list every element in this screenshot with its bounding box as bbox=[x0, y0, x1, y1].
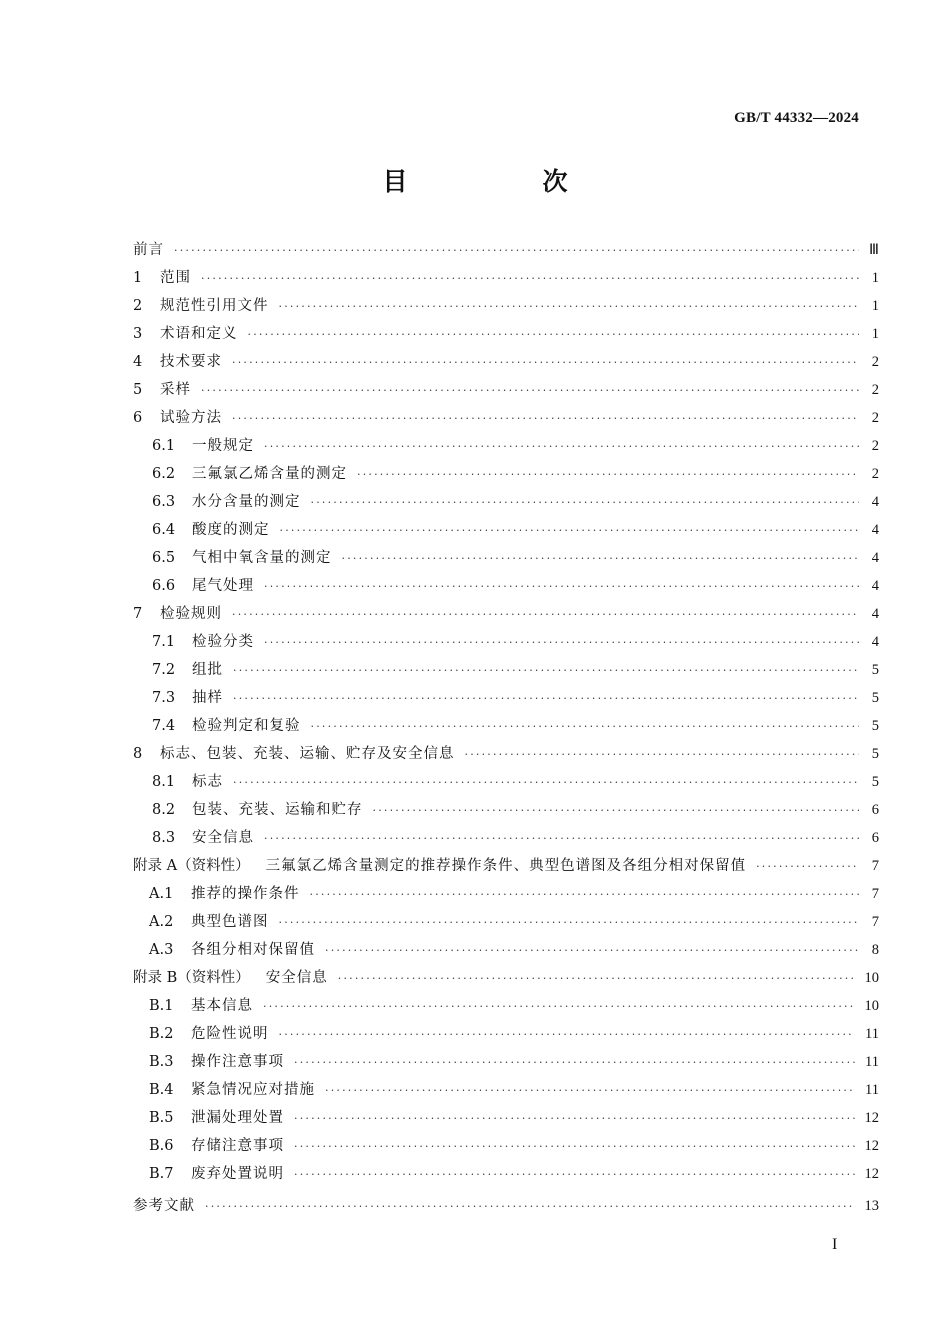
toc-entry-page: 5 bbox=[871, 690, 879, 706]
toc-entry-number: 2 bbox=[133, 298, 143, 314]
toc-entry-number: 附录 A（资料性） bbox=[133, 858, 250, 874]
dot-leader bbox=[248, 328, 860, 341]
dot-leader bbox=[357, 468, 859, 481]
toc-entry-number: A.2 bbox=[149, 914, 174, 930]
toc-entry[interactable] bbox=[133, 658, 879, 686]
toc-entry-label: 典型色谱图 bbox=[191, 914, 269, 930]
toc-entry-page: 5 bbox=[871, 662, 879, 678]
toc-entry[interactable] bbox=[133, 602, 879, 630]
toc-entry-page: 1 bbox=[871, 326, 879, 342]
dot-leader bbox=[201, 272, 859, 285]
toc-entry[interactable] bbox=[133, 1022, 879, 1050]
dot-leader bbox=[264, 636, 859, 649]
dot-leader bbox=[294, 1112, 855, 1125]
toc-entry-number: 7.3 bbox=[152, 690, 176, 706]
dot-leader bbox=[294, 1168, 855, 1181]
toc-entry-number: 8.1 bbox=[152, 774, 176, 790]
toc-entry-label: 检验分类 bbox=[192, 634, 254, 650]
toc-entry-label: 基本信息 bbox=[191, 998, 253, 1014]
dot-leader bbox=[205, 1200, 855, 1213]
dot-leader bbox=[311, 496, 860, 509]
toc-entry-number: 6.3 bbox=[152, 494, 176, 510]
toc-entry-label: 水分含量的测定 bbox=[192, 494, 301, 510]
toc-entry-page: 7 bbox=[871, 858, 879, 874]
dot-leader bbox=[325, 1084, 855, 1097]
toc-entry-page: 13 bbox=[864, 1198, 879, 1214]
toc-entry-label: 三氟氯乙烯含量的测定 bbox=[192, 466, 347, 482]
dot-leader bbox=[201, 384, 859, 397]
toc-entry[interactable] bbox=[133, 266, 879, 294]
dot-leader bbox=[756, 860, 859, 873]
toc-entry[interactable] bbox=[133, 574, 879, 602]
toc-entry-page: 11 bbox=[865, 1054, 879, 1070]
toc-entry-page: 10 bbox=[864, 998, 879, 1014]
toc-entry[interactable] bbox=[133, 966, 879, 994]
toc-entry[interactable] bbox=[133, 910, 879, 938]
toc-entry[interactable] bbox=[133, 1194, 879, 1222]
dot-leader bbox=[310, 888, 860, 901]
toc-entry-page: 10 bbox=[864, 970, 879, 986]
toc-entry-label: 技术要求 bbox=[160, 354, 222, 370]
dot-leader bbox=[264, 832, 859, 845]
toc-entry[interactable] bbox=[133, 434, 879, 462]
toc-entry-label: 三氟氯乙烯含量测定的推荐操作条件、典型色谱图及各组分相对保留值 bbox=[265, 858, 747, 874]
toc-entry-page: 6 bbox=[871, 802, 879, 818]
toc-entry-label: 采样 bbox=[160, 382, 191, 398]
toc-entry-label: 检验规则 bbox=[160, 606, 222, 622]
toc-entry-label: 安全信息 bbox=[192, 830, 254, 846]
toc-entry-number: 1 bbox=[133, 270, 143, 286]
toc-entry-page: 6 bbox=[871, 830, 879, 846]
toc-entry-number: 7.4 bbox=[152, 718, 176, 734]
toc-entry-label: 术语和定义 bbox=[160, 326, 238, 342]
toc-entry-label: 安全信息 bbox=[265, 970, 328, 986]
toc-entry-number: 6 bbox=[133, 410, 143, 426]
dot-leader bbox=[264, 580, 859, 593]
toc-entry-label: 包装、充装、运输和贮存 bbox=[192, 802, 363, 818]
toc-entry-page: 4 bbox=[871, 634, 879, 650]
toc-entry-page: 11 bbox=[865, 1026, 879, 1042]
toc-entry[interactable] bbox=[133, 546, 879, 574]
toc-entry-number: B.1 bbox=[149, 998, 174, 1014]
toc-entry-page: 12 bbox=[864, 1166, 879, 1182]
toc-entry-number: 附录 B（资料性） bbox=[133, 970, 250, 986]
dot-leader bbox=[294, 1056, 855, 1069]
toc-entry-page: 5 bbox=[871, 746, 879, 762]
toc-entry[interactable] bbox=[133, 826, 879, 854]
toc-entry[interactable] bbox=[133, 882, 879, 910]
page-title: 目 次 bbox=[382, 167, 623, 196]
toc-entry-number: 6.6 bbox=[152, 578, 176, 594]
toc-entry-page: 11 bbox=[865, 1082, 879, 1098]
toc-entry-label: 规范性引用文件 bbox=[160, 298, 269, 314]
toc-entry-label: 参考文献 bbox=[133, 1198, 195, 1214]
toc-entry[interactable] bbox=[133, 1078, 879, 1106]
toc-entry-page: 4 bbox=[871, 578, 879, 594]
toc-entry-number: B.4 bbox=[149, 1082, 174, 1098]
toc-entry-number: 7 bbox=[133, 606, 143, 622]
toc-entry-label: 推荐的操作条件 bbox=[191, 886, 300, 902]
dot-leader bbox=[373, 804, 860, 817]
toc-entry-label: 检验判定和复验 bbox=[192, 718, 301, 734]
toc-entry[interactable] bbox=[133, 462, 879, 490]
toc-entry-number: 8 bbox=[133, 746, 143, 762]
toc-entry-page: 4 bbox=[871, 522, 879, 538]
dot-leader bbox=[232, 356, 859, 369]
toc-entry-number: B.2 bbox=[149, 1026, 174, 1042]
toc-entry-page: 7 bbox=[871, 914, 879, 930]
toc-entry-number: A.3 bbox=[149, 942, 174, 958]
toc-entry-page: 4 bbox=[871, 606, 879, 622]
toc-entry-label: 操作注意事项 bbox=[191, 1054, 284, 1070]
dot-leader bbox=[279, 300, 860, 313]
dot-leader bbox=[233, 664, 859, 677]
dot-leader bbox=[232, 608, 859, 621]
toc-entry-number: 6.1 bbox=[152, 438, 176, 454]
dot-leader bbox=[311, 720, 860, 733]
toc-entry-page: 4 bbox=[871, 494, 879, 510]
toc-entry-page: 4 bbox=[871, 550, 879, 566]
dot-leader bbox=[233, 776, 859, 789]
toc-entry-page: 5 bbox=[871, 774, 879, 790]
toc-entry[interactable] bbox=[133, 1162, 879, 1190]
toc-entry[interactable] bbox=[133, 630, 879, 658]
dot-leader bbox=[342, 552, 860, 565]
toc-entry-label: 尾气处理 bbox=[192, 578, 254, 594]
toc-entry-label: 范围 bbox=[160, 270, 191, 286]
toc-entry[interactable] bbox=[133, 378, 879, 406]
toc-entry-label: 标志、包装、充装、运输、贮存及安全信息 bbox=[160, 746, 455, 762]
toc-entry[interactable] bbox=[133, 238, 879, 266]
toc-entry-page: 8 bbox=[871, 942, 879, 958]
toc-entry[interactable] bbox=[133, 798, 879, 826]
toc-entry-page: 2 bbox=[871, 410, 879, 426]
toc-entry-number: B.5 bbox=[149, 1110, 174, 1126]
toc-entry-number: 8.3 bbox=[152, 830, 176, 846]
toc-entry-number: B.6 bbox=[149, 1138, 174, 1154]
toc-entry[interactable] bbox=[133, 714, 879, 742]
toc-entry-label: 危险性说明 bbox=[191, 1026, 269, 1042]
toc-entry-page: 2 bbox=[871, 438, 879, 454]
dot-leader bbox=[280, 524, 860, 537]
toc-entry-number: 8.2 bbox=[152, 802, 176, 818]
dot-leader bbox=[264, 440, 859, 453]
toc-entry[interactable] bbox=[133, 994, 879, 1022]
dot-leader bbox=[338, 972, 855, 985]
toc-entry-page: 12 bbox=[864, 1110, 879, 1126]
toc-entry-page: 7 bbox=[871, 886, 879, 902]
toc-entry-page: 2 bbox=[871, 354, 879, 370]
toc-entry-number: B.3 bbox=[149, 1054, 174, 1070]
toc-entry-label: 组批 bbox=[192, 662, 223, 678]
toc-entry-label: 前言 bbox=[133, 242, 164, 258]
toc-entry-label: 紧急情况应对措施 bbox=[191, 1082, 315, 1098]
toc-entry[interactable] bbox=[133, 1134, 879, 1162]
dot-leader bbox=[263, 1000, 855, 1013]
toc-entry-page: 1 bbox=[871, 298, 879, 314]
toc-entry-page: 1 bbox=[871, 270, 879, 286]
dot-leader bbox=[279, 916, 860, 929]
dot-leader bbox=[232, 412, 859, 425]
toc-entry-number: 7.1 bbox=[152, 634, 176, 650]
toc-entry[interactable] bbox=[133, 742, 879, 770]
toc-entry-label: 抽样 bbox=[192, 690, 223, 706]
dot-leader bbox=[465, 748, 860, 761]
toc-entry-number: B.7 bbox=[149, 1166, 174, 1182]
toc-entry-number: 5 bbox=[133, 382, 143, 398]
toc-entry-number: A.1 bbox=[149, 886, 174, 902]
dot-leader bbox=[294, 1140, 855, 1153]
toc-entry-label: 存储注意事项 bbox=[191, 1138, 284, 1154]
toc-entry-number: 4 bbox=[133, 354, 143, 370]
toc-entry[interactable] bbox=[133, 490, 879, 518]
toc-entry-page: 2 bbox=[871, 466, 879, 482]
toc-entry[interactable] bbox=[133, 1106, 879, 1134]
toc-entry[interactable] bbox=[133, 938, 879, 966]
dot-leader bbox=[279, 1028, 856, 1041]
toc-entry-label: 试验方法 bbox=[160, 410, 222, 426]
toc-entry[interactable] bbox=[133, 518, 879, 546]
toc-entry-number: 6.4 bbox=[152, 522, 176, 538]
toc-entry-label: 酸度的测定 bbox=[192, 522, 270, 538]
toc-entry-label: 气相中氧含量的测定 bbox=[192, 550, 332, 566]
toc-entry[interactable] bbox=[133, 686, 879, 714]
toc-entry-page: 5 bbox=[871, 718, 879, 734]
toc-entry[interactable] bbox=[133, 1050, 879, 1078]
toc-entry[interactable] bbox=[133, 854, 879, 882]
toc-entry[interactable] bbox=[133, 350, 879, 378]
toc-entry-label: 标志 bbox=[192, 774, 223, 790]
toc-entry[interactable] bbox=[133, 322, 879, 350]
toc-entry[interactable] bbox=[133, 770, 879, 798]
toc-entry[interactable] bbox=[133, 294, 879, 322]
toc-entry-number: 6.5 bbox=[152, 550, 176, 566]
toc-entry-page: Ⅲ bbox=[869, 242, 879, 258]
toc-entry-page: 12 bbox=[864, 1138, 879, 1154]
standard-number: GB/T 44332—2024 bbox=[734, 110, 859, 126]
toc-entry-number: 6.2 bbox=[152, 466, 176, 482]
toc-entry-number: 7.2 bbox=[152, 662, 176, 678]
dot-leader bbox=[174, 244, 859, 257]
toc-entry-label: 泄漏处理处置 bbox=[191, 1110, 284, 1126]
toc-entry-number: 3 bbox=[133, 326, 143, 342]
page-number: I bbox=[832, 1236, 838, 1253]
dot-leader bbox=[233, 692, 859, 705]
toc-entry[interactable] bbox=[133, 406, 879, 434]
table-of-contents bbox=[133, 238, 879, 1222]
toc-entry-label: 废弃处置说明 bbox=[191, 1166, 284, 1182]
toc-entry-page: 2 bbox=[871, 382, 879, 398]
dot-leader bbox=[325, 944, 859, 957]
toc-entry-label: 各组分相对保留值 bbox=[191, 942, 315, 958]
toc-entry-label: 一般规定 bbox=[192, 438, 254, 454]
